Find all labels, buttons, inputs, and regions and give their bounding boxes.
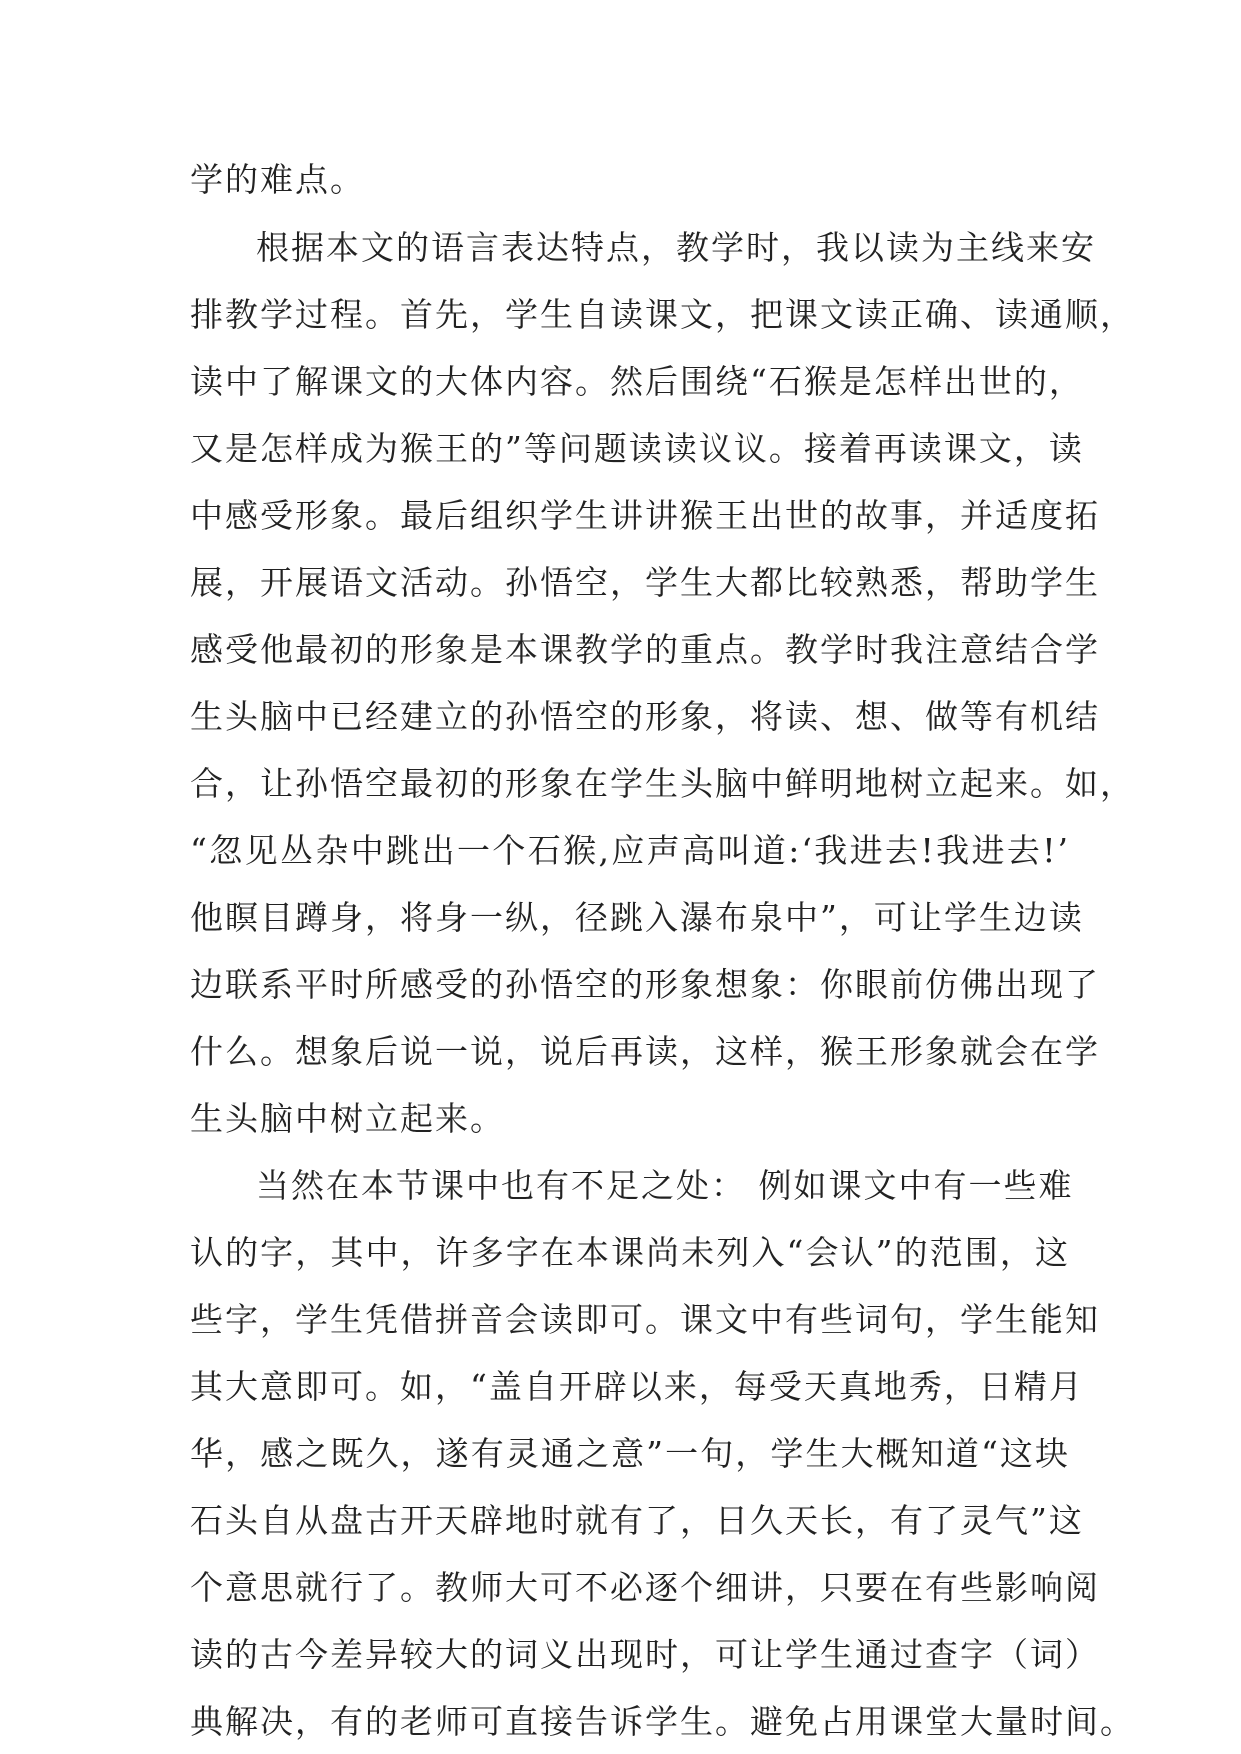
text-line: 学的难点。	[190, 160, 365, 199]
text-line: 什么。想象后说一说，说后再读，这样，猴王形象就会在学	[190, 1032, 1100, 1071]
text-line: 当然在本节课中也有不足之处： 例如课文中有一些难	[256, 1166, 1074, 1205]
text-line: “忽见丛杂中跳出一个石猴,应声高叫道:‘我进去!我进去!’	[190, 831, 1070, 870]
text-line: 他瞑目蹲身，将身一纵，径跳入瀑布泉中”，可让学生边读	[190, 898, 1084, 937]
text-line: 华，感之既久，遂有灵通之意”一句，学生大概知道“这块	[190, 1434, 1070, 1473]
text-line: 读的古今差异较大的词义出现时，可让学生通过查字（词）	[190, 1635, 1100, 1674]
text-line: 其大意即可。如，“盖自开辟以来，每受天真地秀，日精月	[190, 1367, 1084, 1406]
text-line: 根据本文的语言表达特点，教学时，我以读为主线来安	[256, 228, 1096, 267]
text-line: 中感受形象。最后组织学生讲讲猴王出世的故事，并适度拓	[190, 496, 1100, 535]
text-line: 个意思就行了。教师大可不必逐个细讲，只要在有些影响阅	[190, 1568, 1100, 1607]
text-line: 感受他最初的形象是本课教学的重点。教学时我注意结合学	[190, 630, 1100, 669]
text-line: 又是怎样成为猴王的”等问题读读议议。接着再读课文，读	[190, 429, 1084, 468]
text-line: 典解决，有的老师可直接告诉学生。避免占用课堂大量时间。	[190, 1702, 1135, 1741]
text-line: 认的字，其中，许多字在本课尚未列入“会认”的范围，这	[190, 1233, 1070, 1272]
text-line: 生头脑中已经建立的孙悟空的形象，将读、想、做等有机结	[190, 697, 1100, 736]
text-line: 展，开展语文活动。孙悟空，学生大都比较熟悉，帮助学生	[190, 563, 1100, 602]
text-line: 生头脑中树立起来。	[190, 1099, 505, 1138]
text-line: 边联系平时所感受的孙悟空的形象想象：你眼前仿佛出现了	[190, 965, 1100, 1004]
text-line: 些字，学生凭借拼音会读即可。课文中有些词句，学生能知	[190, 1300, 1100, 1339]
text-line: 排教学过程。首先，学生自读课文，把课文读正确、读通顺，	[190, 295, 1135, 334]
text-line: 合，让孙悟空最初的形象在学生头脑中鲜明地树立起来。如，	[190, 764, 1135, 803]
text-line: 读中了解课文的大体内容。然后围绕“石猴是怎样出世的，	[190, 362, 1084, 401]
text-line: 石头自从盘古开天辟地时就有了，日久天长，有了灵气”这	[190, 1501, 1084, 1540]
